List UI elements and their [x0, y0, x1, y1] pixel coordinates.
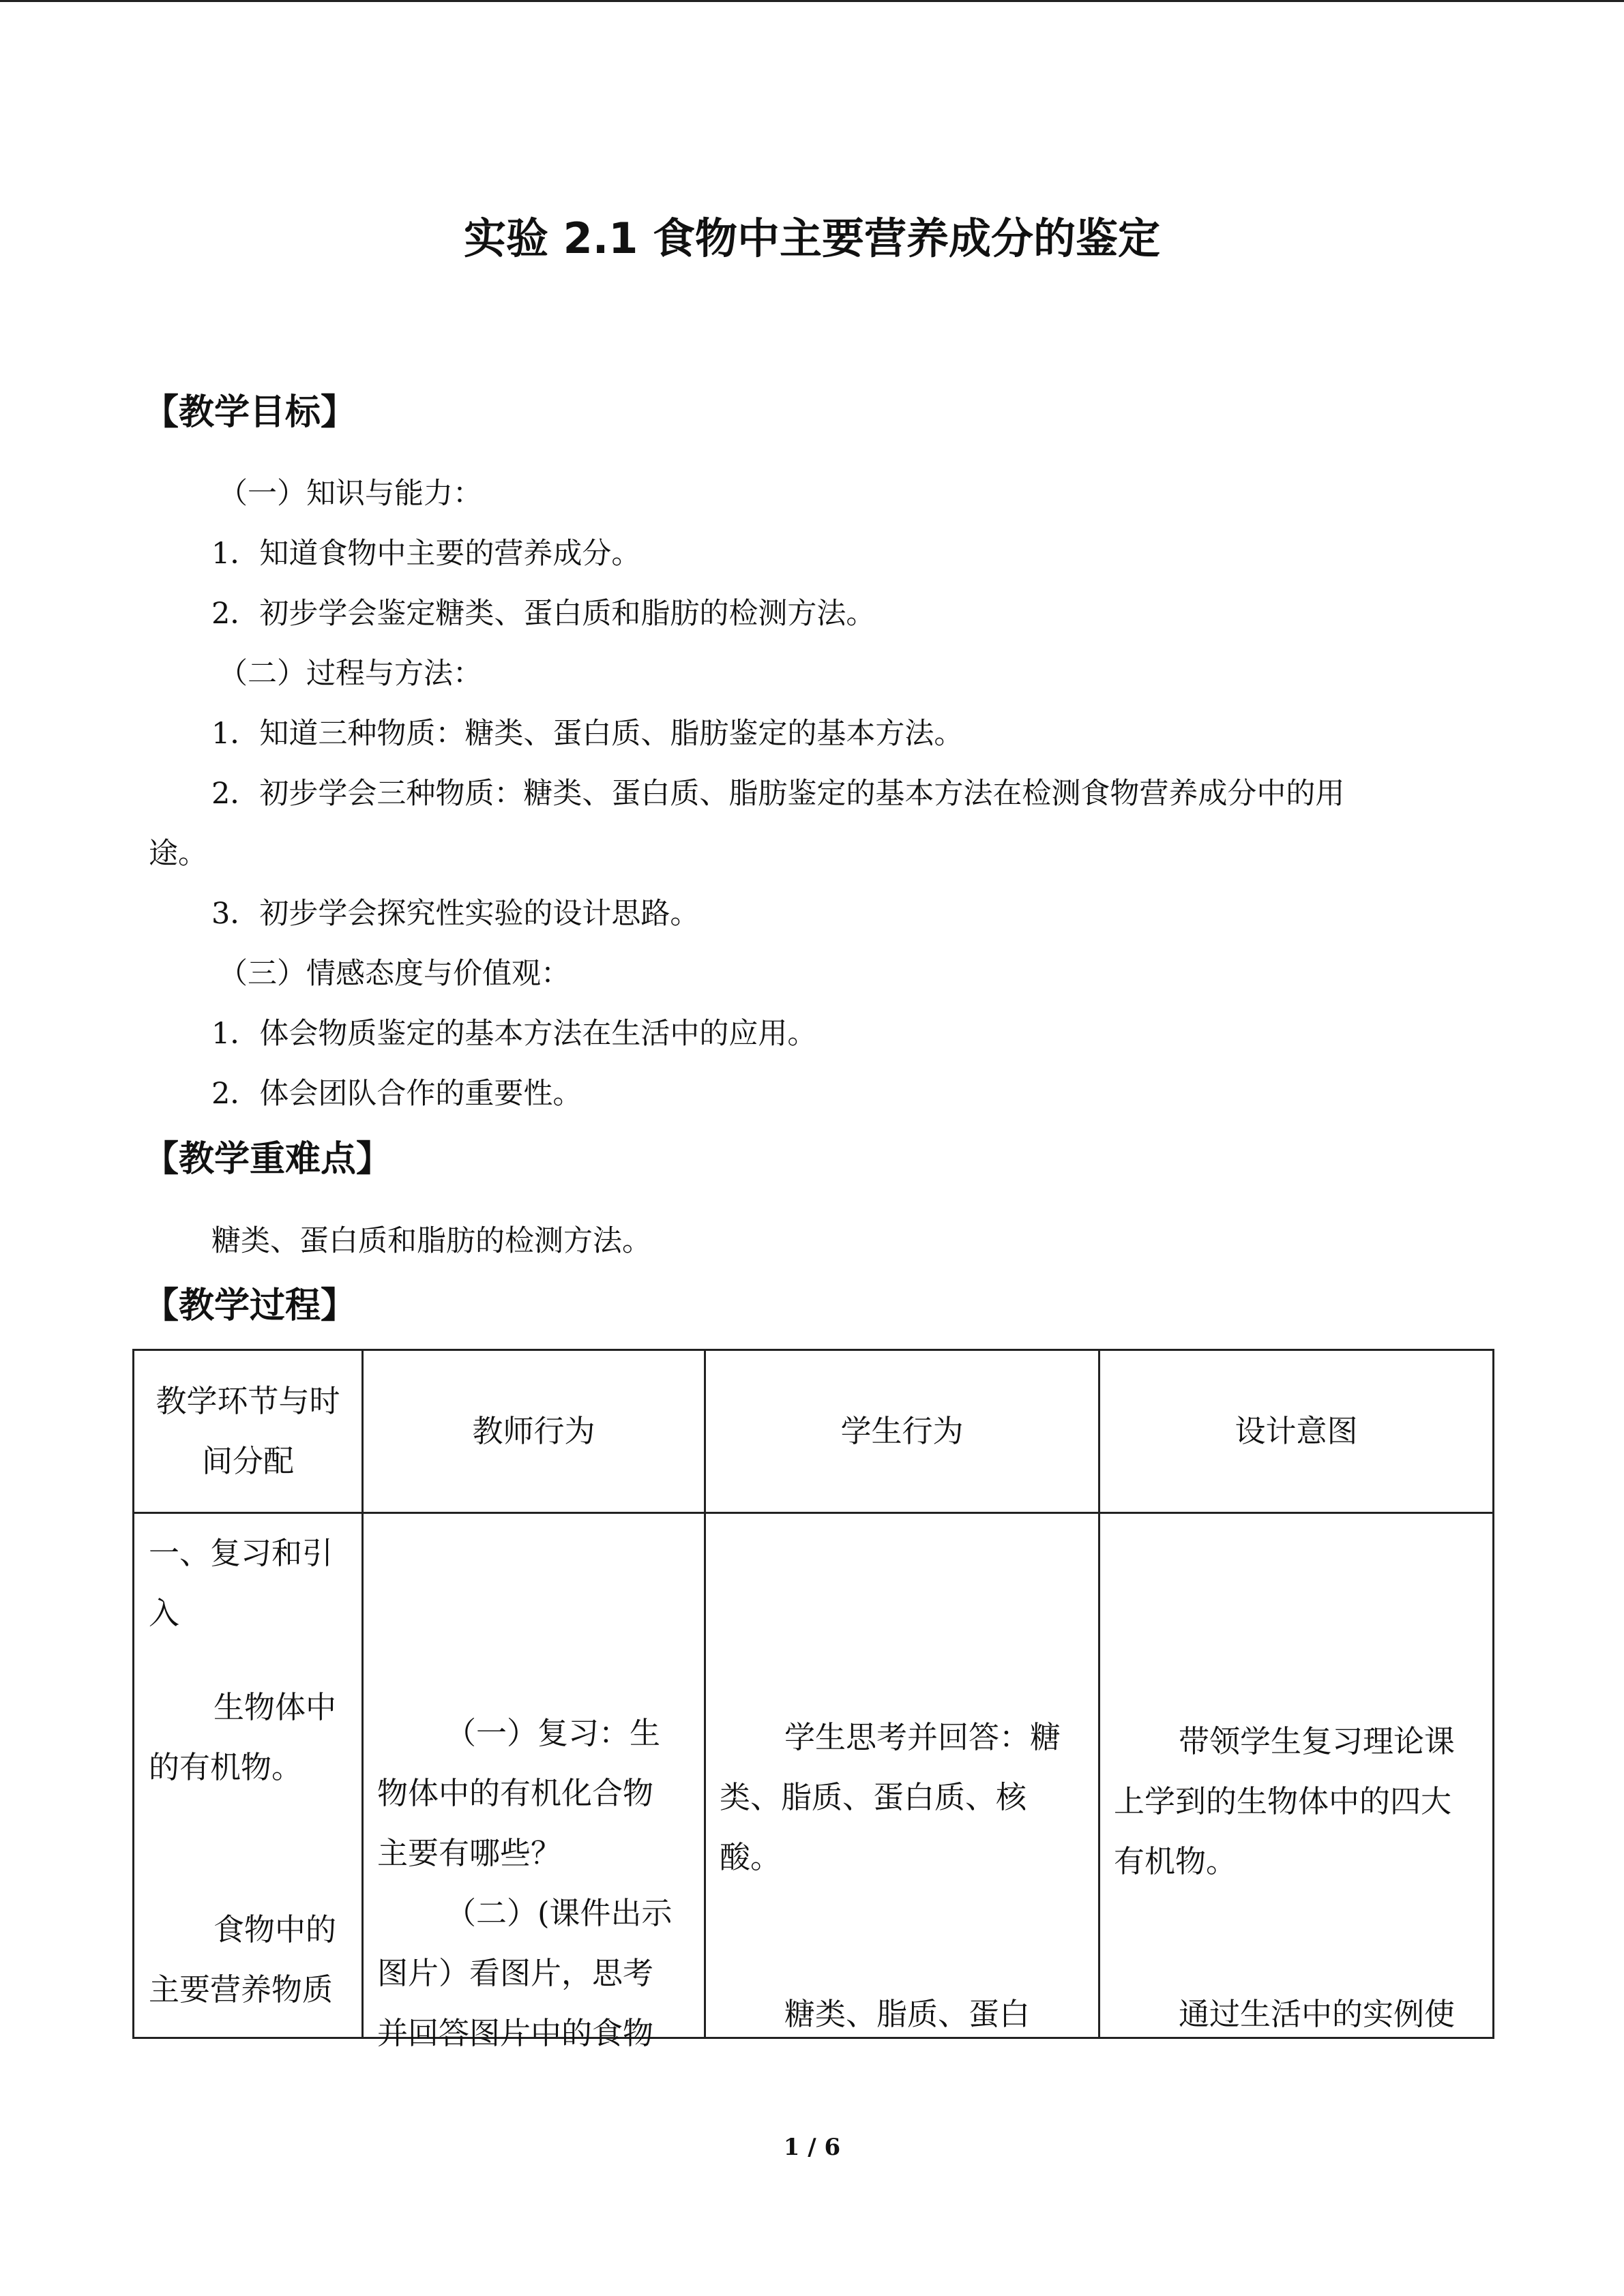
cell-line: 生物体中 [213, 1689, 337, 1725]
cell-line: 糖类、脂质、蛋白 [784, 1996, 1031, 2032]
goal-line: 1．体会物质鉴定的基本方法在生活中的应用。 [211, 1017, 817, 1051]
goal-line: （一）知识与能力： [218, 477, 482, 511]
cell-line: 带领学生复习理论课 [1179, 1723, 1456, 1759]
cell-line: 物体中的有机化合物 [377, 1775, 654, 1811]
page-top-border [0, 0, 1624, 2]
section-heading-keypoints: 【教学重难点】 [143, 1139, 392, 1180]
header-text: 学生行为 [840, 1413, 964, 1449]
cell-line: 学生思考并回答：糖 [784, 1719, 1061, 1755]
cell-line: 酸。 [720, 1839, 782, 1875]
page-number: 1 / 6 [783, 2134, 841, 2161]
section-heading-process: 【教学过程】 [143, 1285, 357, 1326]
cell-line: 的有机物。 [149, 1749, 303, 1785]
cell-stage [134, 1513, 363, 2038]
goal-line: 途。 [149, 837, 207, 871]
goal-line: 2．初步学会三种物质：糖类、蛋白质、脂肪鉴定的基本方法在检测食物营养成分中的用 [211, 777, 1345, 811]
table-row [134, 1513, 1494, 2038]
cell-teacher [363, 1513, 705, 2051]
cell-line: 主要营养物质 [149, 1971, 334, 2008]
header-cell-stage [134, 1350, 363, 1513]
header-cell-intent [1099, 1350, 1494, 1513]
cell-line: 一、复习和引 [149, 1535, 334, 1571]
header-cell-teacher [363, 1350, 705, 1513]
table-header-row [134, 1350, 1494, 1513]
cell-line: 食物中的 [213, 1911, 337, 1948]
section-heading-goals: 【教学目标】 [143, 392, 357, 433]
goal-line: 3．初步学会探究性实验的设计思路。 [211, 897, 700, 931]
goal-line: （三）情感态度与价值观： [218, 957, 570, 991]
cell-line: 并回答图片中的食物 [377, 2015, 654, 2051]
cell-intent [1099, 1513, 1494, 2038]
cell-student [705, 1513, 1099, 2038]
goal-line: 2．初步学会鉴定糖类、蛋白质和脂肪的检测方法。 [211, 597, 876, 631]
cell-line: （二）(课件出示 [445, 1895, 673, 1931]
teaching-process-table [132, 1349, 1494, 2051]
goal-line: （二）过程与方法： [218, 657, 482, 691]
header-text: 教师行为 [472, 1413, 595, 1449]
goal-line: 2．体会团队合作的重要性。 [211, 1077, 582, 1111]
keypoints-text: 糖类、蛋白质和脂肪的检测方法。 [211, 1224, 651, 1258]
goal-line: 1．知道三种物质：糖类、蛋白质、脂肪鉴定的基本方法。 [211, 717, 964, 751]
header-text: 间分配 [201, 1443, 294, 1479]
header-cell-student [705, 1350, 1099, 1513]
cell-line: 类、脂质、蛋白质、核 [720, 1779, 1027, 1815]
header-text: 设计意图 [1235, 1413, 1358, 1449]
cell-line: 上学到的生物体中的四大 [1114, 1783, 1452, 1819]
cell-line: （一）复习：生 [445, 1715, 661, 1751]
document-title: 实验 2.1 食物中主要营养成分的鉴定 [463, 213, 1160, 263]
cell-line: 主要有哪些？ [377, 1835, 562, 1871]
cell-line: 入 [149, 1595, 180, 1631]
goal-line: 1．知道食物中主要的营养成分。 [211, 537, 641, 571]
cell-line: 图片）看图片，思考 [377, 1955, 654, 1991]
cell-line: 有机物。 [1114, 1843, 1237, 1879]
header-text: 教学环节与时 [156, 1383, 340, 1419]
cell-line: 通过生活中的实例使 [1179, 1996, 1456, 2032]
